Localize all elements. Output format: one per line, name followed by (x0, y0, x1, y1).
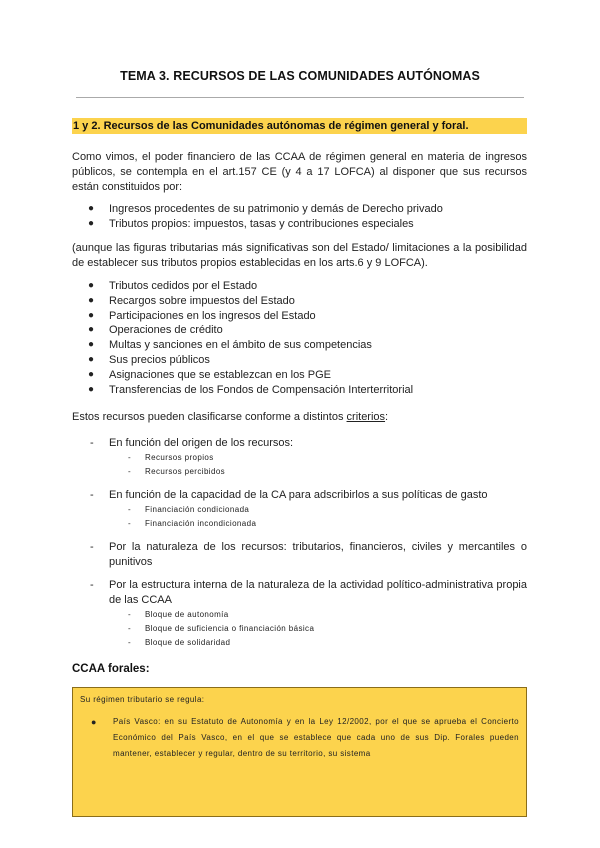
list-item: ● Transferencias de los Fondos de Compensación Interterritorial (88, 383, 414, 396)
list-item: ● Operaciones de crédito (88, 324, 223, 337)
dash-marker: - (128, 623, 132, 633)
sub-list (109, 608, 527, 650)
criteria-item-structure (72, 578, 527, 650)
sub-list-item: - Financiación condicionada (109, 503, 527, 517)
sub-list-item: - Bloque de solidaridad (109, 636, 527, 650)
bullet-icon: ● (88, 280, 95, 291)
box-intro: Su régimen tributario se regula: (80, 695, 205, 704)
list-item: - Por la estructura interna de la naturaleza de la actividad político-administrativa propia de las CCAA - Bloque de autonomía - Bloque de suficiencia o financiación básica - Bloque de solidaridad (72, 578, 527, 650)
list-item: ● Ingresos procedentes de su patrimonio y demás de Derecho privado (88, 203, 443, 215)
dash-marker: - (90, 489, 94, 501)
dash-marker: - (90, 579, 94, 591)
dash-marker: - (128, 466, 132, 476)
sub-list (109, 503, 527, 531)
list-item: ● Participaciones en los ingresos del Estado (88, 309, 316, 322)
income-list (72, 202, 527, 232)
dash-marker: - (128, 609, 132, 619)
sub-list-item: - Financiación incondicionada (109, 517, 527, 531)
sub-list-item: - Recursos propios (109, 451, 527, 465)
list-item: - Por la naturaleza de los recursos: tributarios, financieros, civiles y mercantiles o punitivos (90, 541, 527, 568)
bullet-icon: ● (88, 309, 95, 321)
bullet-icon: ● (88, 217, 95, 229)
section-heading: 1 y 2. Recursos de las Comunidades autónomas de régimen general y foral. (72, 118, 527, 134)
classify-paragraph: Estos recursos pueden clasificarse conforme a distintos criterios: (72, 411, 389, 423)
list-item: ● Tributos propios: impuestos, tasas y contribuciones especiales (88, 217, 414, 230)
bullet-icon: ● (88, 294, 95, 306)
resources-list (72, 279, 527, 397)
page-title: TEMA 3. RECURSOS DE LAS COMUNIDADES AUTÓNOMAS (120, 69, 480, 83)
bullet-icon: ● (88, 339, 95, 351)
highlight-box (72, 687, 527, 817)
title-divider (76, 97, 524, 98)
dash-marker: - (128, 637, 132, 647)
bullet-icon: ● (88, 353, 95, 365)
sub-list (109, 451, 527, 479)
list-item: - En función del origen de los recursos: - Recursos propios - Recursos percibidos (72, 436, 527, 479)
list-item: - En función de la capacidad de la CA para adscribirlos a sus políticas de gasto - Financiación condicionada - Financiación incondicionada (72, 488, 527, 531)
box-list (73, 714, 526, 762)
sub-list-item: - Recursos percibidos (109, 465, 527, 479)
list-item: ● Tributos cedidos por el Estado (88, 280, 258, 292)
dash-marker: - (128, 518, 132, 528)
bullet-icon: ● (91, 717, 97, 727)
criterios-underlined: criterios (346, 411, 386, 423)
intro-paragraph: Como vimos, el poder financiero de las CCAA de régimen general en materia de ingresos públicos, se contempla en el art.157 CE (y 4 a 17 LOFCA) al disponer que sus recursos están constituidos por: (72, 151, 527, 193)
bullet-icon: ● (88, 203, 95, 214)
criteria-item-nature (72, 540, 527, 570)
dash-marker: - (90, 541, 94, 553)
dash-marker: - (128, 452, 132, 462)
forales-heading: CCAA forales: (72, 663, 150, 675)
dash-marker: - (90, 437, 94, 449)
dash-marker: - (128, 504, 132, 514)
list-item: ● País Vasco: en su Estatuto de Autonomía y en la Ley 12/2002, por el que se aprueba el Concierto Económico del País Vasco, en el que se establece que cada uno de sus Dip. Forales pueden mantener, establecer y regular, dentro de su territorio, su sistema (73, 714, 526, 762)
list-item: ● Sus precios públicos (88, 353, 210, 366)
sub-list-item: - Bloque de autonomía (109, 608, 527, 622)
bullet-icon: ● (88, 324, 95, 336)
bullet-icon: ● (88, 368, 95, 380)
sub-list-item: - Bloque de suficiencia o financiación básica (109, 622, 527, 636)
note-paragraph: (aunque las figuras tributarias más significativas son del Estado/ limitaciones a la posibilidad de establecer sus tributos propios establecidas en los arts.6 y 9 LOFCA). (72, 242, 527, 269)
criteria-item-origin (72, 436, 527, 479)
criteria-item-capacity (72, 488, 527, 531)
list-item: ● Recargos sobre impuestos del Estado (88, 294, 295, 307)
list-item: ● Multas y sanciones en el ámbito de sus competencias (88, 339, 372, 352)
list-item: ● Asignaciones que se establezcan en los PGE (88, 368, 331, 381)
bullet-icon: ● (88, 383, 95, 395)
